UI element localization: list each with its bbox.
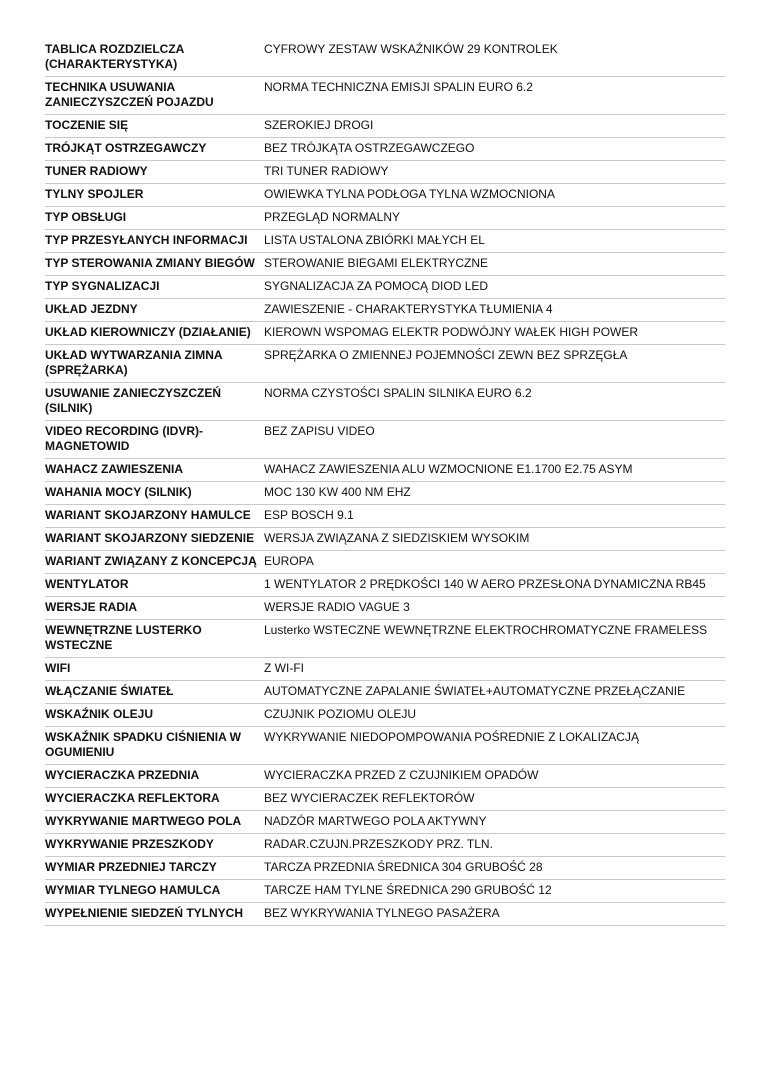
row-value: WAHACZ ZAWIESZENIA ALU WZMOCNIONE E1.1700 E2.75 ASYM bbox=[264, 462, 633, 476]
table-row bbox=[45, 681, 725, 704]
row-label: WAHACZ ZAWIESZENIA bbox=[45, 462, 183, 476]
row-label: WARIANT SKOJARZONY SIEDZENIE bbox=[45, 531, 255, 545]
row-value: STEROWANIE BIEGAMI ELEKTRYCZNE bbox=[264, 256, 489, 270]
row-label: WARIANT SKOJARZONY HAMULCE bbox=[45, 508, 251, 522]
table-row bbox=[45, 161, 725, 184]
table-row bbox=[45, 597, 725, 620]
row-label: TYP STEROWANIA ZMIANY BIEGÓW bbox=[45, 256, 255, 270]
row-value: WYCIERACZKA PRZED Z CZUJNIKIEM OPADÓW bbox=[264, 768, 539, 782]
table-row bbox=[45, 383, 725, 421]
row-value: BEZ WYCIERACZEK REFLEKTORÓW bbox=[264, 791, 475, 805]
row-label: WYMIAR TYLNEGO HAMULCA bbox=[45, 883, 221, 897]
table-row bbox=[45, 658, 725, 681]
row-value: PRZEGLĄD NORMALNY bbox=[264, 210, 401, 224]
table-row bbox=[45, 903, 725, 926]
row-label: WYKRYWANIE MARTWEGO POLA bbox=[45, 814, 242, 828]
row-value: SPRĘŻARKA O ZMIENNEJ POJEMNOŚCI ZEWN BEZ SPRZĘGŁA bbox=[264, 348, 628, 362]
row-label: TABLICA ROZDZIELCZA (CHARAKTERYSTYKA) bbox=[45, 42, 184, 71]
row-label: WENTYLATOR bbox=[45, 577, 129, 591]
row-value: ZAWIESZENIE - CHARAKTERYSTYKA TŁUMIENIA 4 bbox=[264, 302, 553, 316]
row-value: LISTA USTALONA ZBIÓRKI MAŁYCH EL bbox=[264, 233, 485, 247]
table-row bbox=[45, 574, 725, 597]
row-label: UKŁAD JEZDNY bbox=[45, 302, 138, 316]
table-row bbox=[45, 727, 725, 765]
row-label: TYP PRZESYŁANYCH INFORMACJI bbox=[45, 233, 248, 247]
row-value: BEZ WYKRYWANIA TYLNEGO PASAŻERA bbox=[264, 906, 500, 920]
row-label: WYPEŁNIENIE SIEDZEŃ TYLNYCH bbox=[45, 906, 244, 920]
row-label: WEWNĘTRZNE LUSTERKO WSTECZNE bbox=[45, 623, 202, 652]
table-row bbox=[45, 551, 725, 574]
row-label: TOCZENIE SIĘ bbox=[45, 118, 129, 132]
row-value: 1 WENTYLATOR 2 PRĘDKOŚCI 140 W AERO PRZESŁONA DYNAMICZNA RB45 bbox=[264, 577, 706, 591]
row-label: WŁĄCZANIE ŚWIATEŁ bbox=[45, 684, 174, 698]
row-label: WYMIAR PRZEDNIEJ TARCZY bbox=[45, 860, 217, 874]
row-value: KIEROWN WSPOMAG ELEKTR PODWÓJNY WAŁEK HIGH POWER bbox=[264, 325, 639, 339]
row-label: TUNER RADIOWY bbox=[45, 164, 148, 178]
row-value: CYFROWY ZESTAW WSKAŹNIKÓW 29 KONTROLEK bbox=[264, 42, 558, 56]
table-row bbox=[45, 811, 725, 834]
row-value: NADZÓR MARTWEGO POLA AKTYWNY bbox=[264, 814, 487, 828]
table-row bbox=[45, 77, 725, 115]
table-row bbox=[45, 880, 725, 903]
table-row bbox=[45, 459, 725, 482]
row-label: WYCIERACZKA REFLEKTORA bbox=[45, 791, 220, 805]
table-row bbox=[45, 704, 725, 727]
table-row bbox=[45, 207, 725, 230]
row-value: TARCZE HAM TYLNE ŚREDNICA 290 GRUBOŚĆ 12 bbox=[264, 883, 552, 897]
row-label: WARIANT ZWIĄZANY Z KONCEPCJĄ bbox=[45, 554, 257, 568]
table-row bbox=[45, 253, 725, 276]
row-label: UKŁAD KIEROWNICZY (DZIAŁANIE) bbox=[45, 325, 251, 339]
table-row bbox=[45, 39, 725, 77]
table-row bbox=[45, 421, 725, 459]
row-value: Lusterko WSTECZNE WEWNĘTRZNE ELEKTROCHROMATYCZNE FRAMELESS bbox=[264, 623, 708, 637]
row-label: WYKRYWANIE PRZESZKODY bbox=[45, 837, 214, 851]
row-value: WERSJE RADIO VAGUE 3 bbox=[264, 600, 410, 614]
table-row bbox=[45, 765, 725, 788]
table-row bbox=[45, 528, 725, 551]
row-value: NORMA CZYSTOŚCI SPALIN SILNIKA EURO 6.2 bbox=[264, 386, 532, 400]
row-value: TRI TUNER RADIOWY bbox=[264, 164, 389, 178]
row-value: CZUJNIK POZIOMU OLEJU bbox=[264, 707, 417, 721]
specification-table bbox=[45, 39, 725, 926]
row-value: WERSJA ZWIĄZANA Z SIEDZISKIEM WYSOKIM bbox=[264, 531, 530, 545]
row-value: BEZ TRÓJKĄTA OSTRZEGAWCZEGO bbox=[264, 141, 475, 155]
row-value: TARCZA PRZEDNIA ŚREDNICA 304 GRUBOŚĆ 28 bbox=[264, 860, 543, 874]
table-row bbox=[45, 322, 725, 345]
row-label: TYP OBSŁUGI bbox=[45, 210, 127, 224]
table-row bbox=[45, 345, 725, 383]
row-label: WAHANIA MOCY (SILNIK) bbox=[45, 485, 192, 499]
row-value: RADAR.CZUJN.PRZESZKODY PRZ. TLN. bbox=[264, 837, 493, 851]
table-row bbox=[45, 505, 725, 528]
row-value: AUTOMATYCZNE ZAPALANIE ŚWIATEŁ+AUTOMATYCZNE PRZEŁĄCZANIE bbox=[264, 684, 686, 698]
row-label: VIDEO RECORDING (IDVR)-MAGNETOWID bbox=[45, 424, 204, 453]
row-label: WIFI bbox=[45, 661, 71, 675]
row-value: MOC 130 KW 400 NM EHZ bbox=[264, 485, 411, 499]
row-label: TRÓJKĄT OSTRZEGAWCZY bbox=[45, 141, 207, 155]
row-value: ESP BOSCH 9.1 bbox=[264, 508, 354, 522]
row-label: WYCIERACZKA PRZEDNIA bbox=[45, 768, 200, 782]
row-label: WSKAŹNIK SPADKU CIŚNIENIA W OGUMIENIU bbox=[45, 730, 241, 759]
row-label: USUWANIE ZANIECZYSZCZEŃ (SILNIK) bbox=[45, 386, 222, 415]
table-row bbox=[45, 482, 725, 505]
row-label: UKŁAD WYTWARZANIA ZIMNA (SPRĘŻARKA) bbox=[45, 348, 223, 377]
row-value: SZEROKIEJ DROGI bbox=[264, 118, 374, 132]
table-row bbox=[45, 184, 725, 207]
table-row bbox=[45, 620, 725, 658]
row-label: TYLNY SPOJLER bbox=[45, 187, 144, 201]
table-row bbox=[45, 857, 725, 880]
row-value: OWIEWKA TYLNA PODŁOGA TYLNA WZMOCNIONA bbox=[264, 187, 555, 201]
row-value: EUROPA bbox=[264, 554, 314, 568]
row-label: WERSJE RADIA bbox=[45, 600, 138, 614]
table-row bbox=[45, 834, 725, 857]
table-row bbox=[45, 788, 725, 811]
row-value: Z WI-FI bbox=[264, 661, 304, 675]
table-row bbox=[45, 276, 725, 299]
row-label: TYP SYGNALIZACJI bbox=[45, 279, 160, 293]
row-value: BEZ ZAPISU VIDEO bbox=[264, 424, 375, 438]
row-label: TECHNIKA USUWANIA ZANIECZYSZCZEŃ POJAZDU bbox=[45, 80, 214, 109]
table-row bbox=[45, 299, 725, 322]
row-value: SYGNALIZACJA ZA POMOCĄ DIOD LED bbox=[264, 279, 489, 293]
table-row bbox=[45, 138, 725, 161]
table-row bbox=[45, 230, 725, 253]
row-label: WSKAŹNIK OLEJU bbox=[45, 707, 153, 721]
row-value: NORMA TECHNICZNA EMISJI SPALIN EURO 6.2 bbox=[264, 80, 533, 94]
row-value: WYKRYWANIE NIEDOPOMPOWANIA POŚREDNIE Z LOKALIZACJĄ bbox=[264, 730, 639, 744]
table-row bbox=[45, 115, 725, 138]
